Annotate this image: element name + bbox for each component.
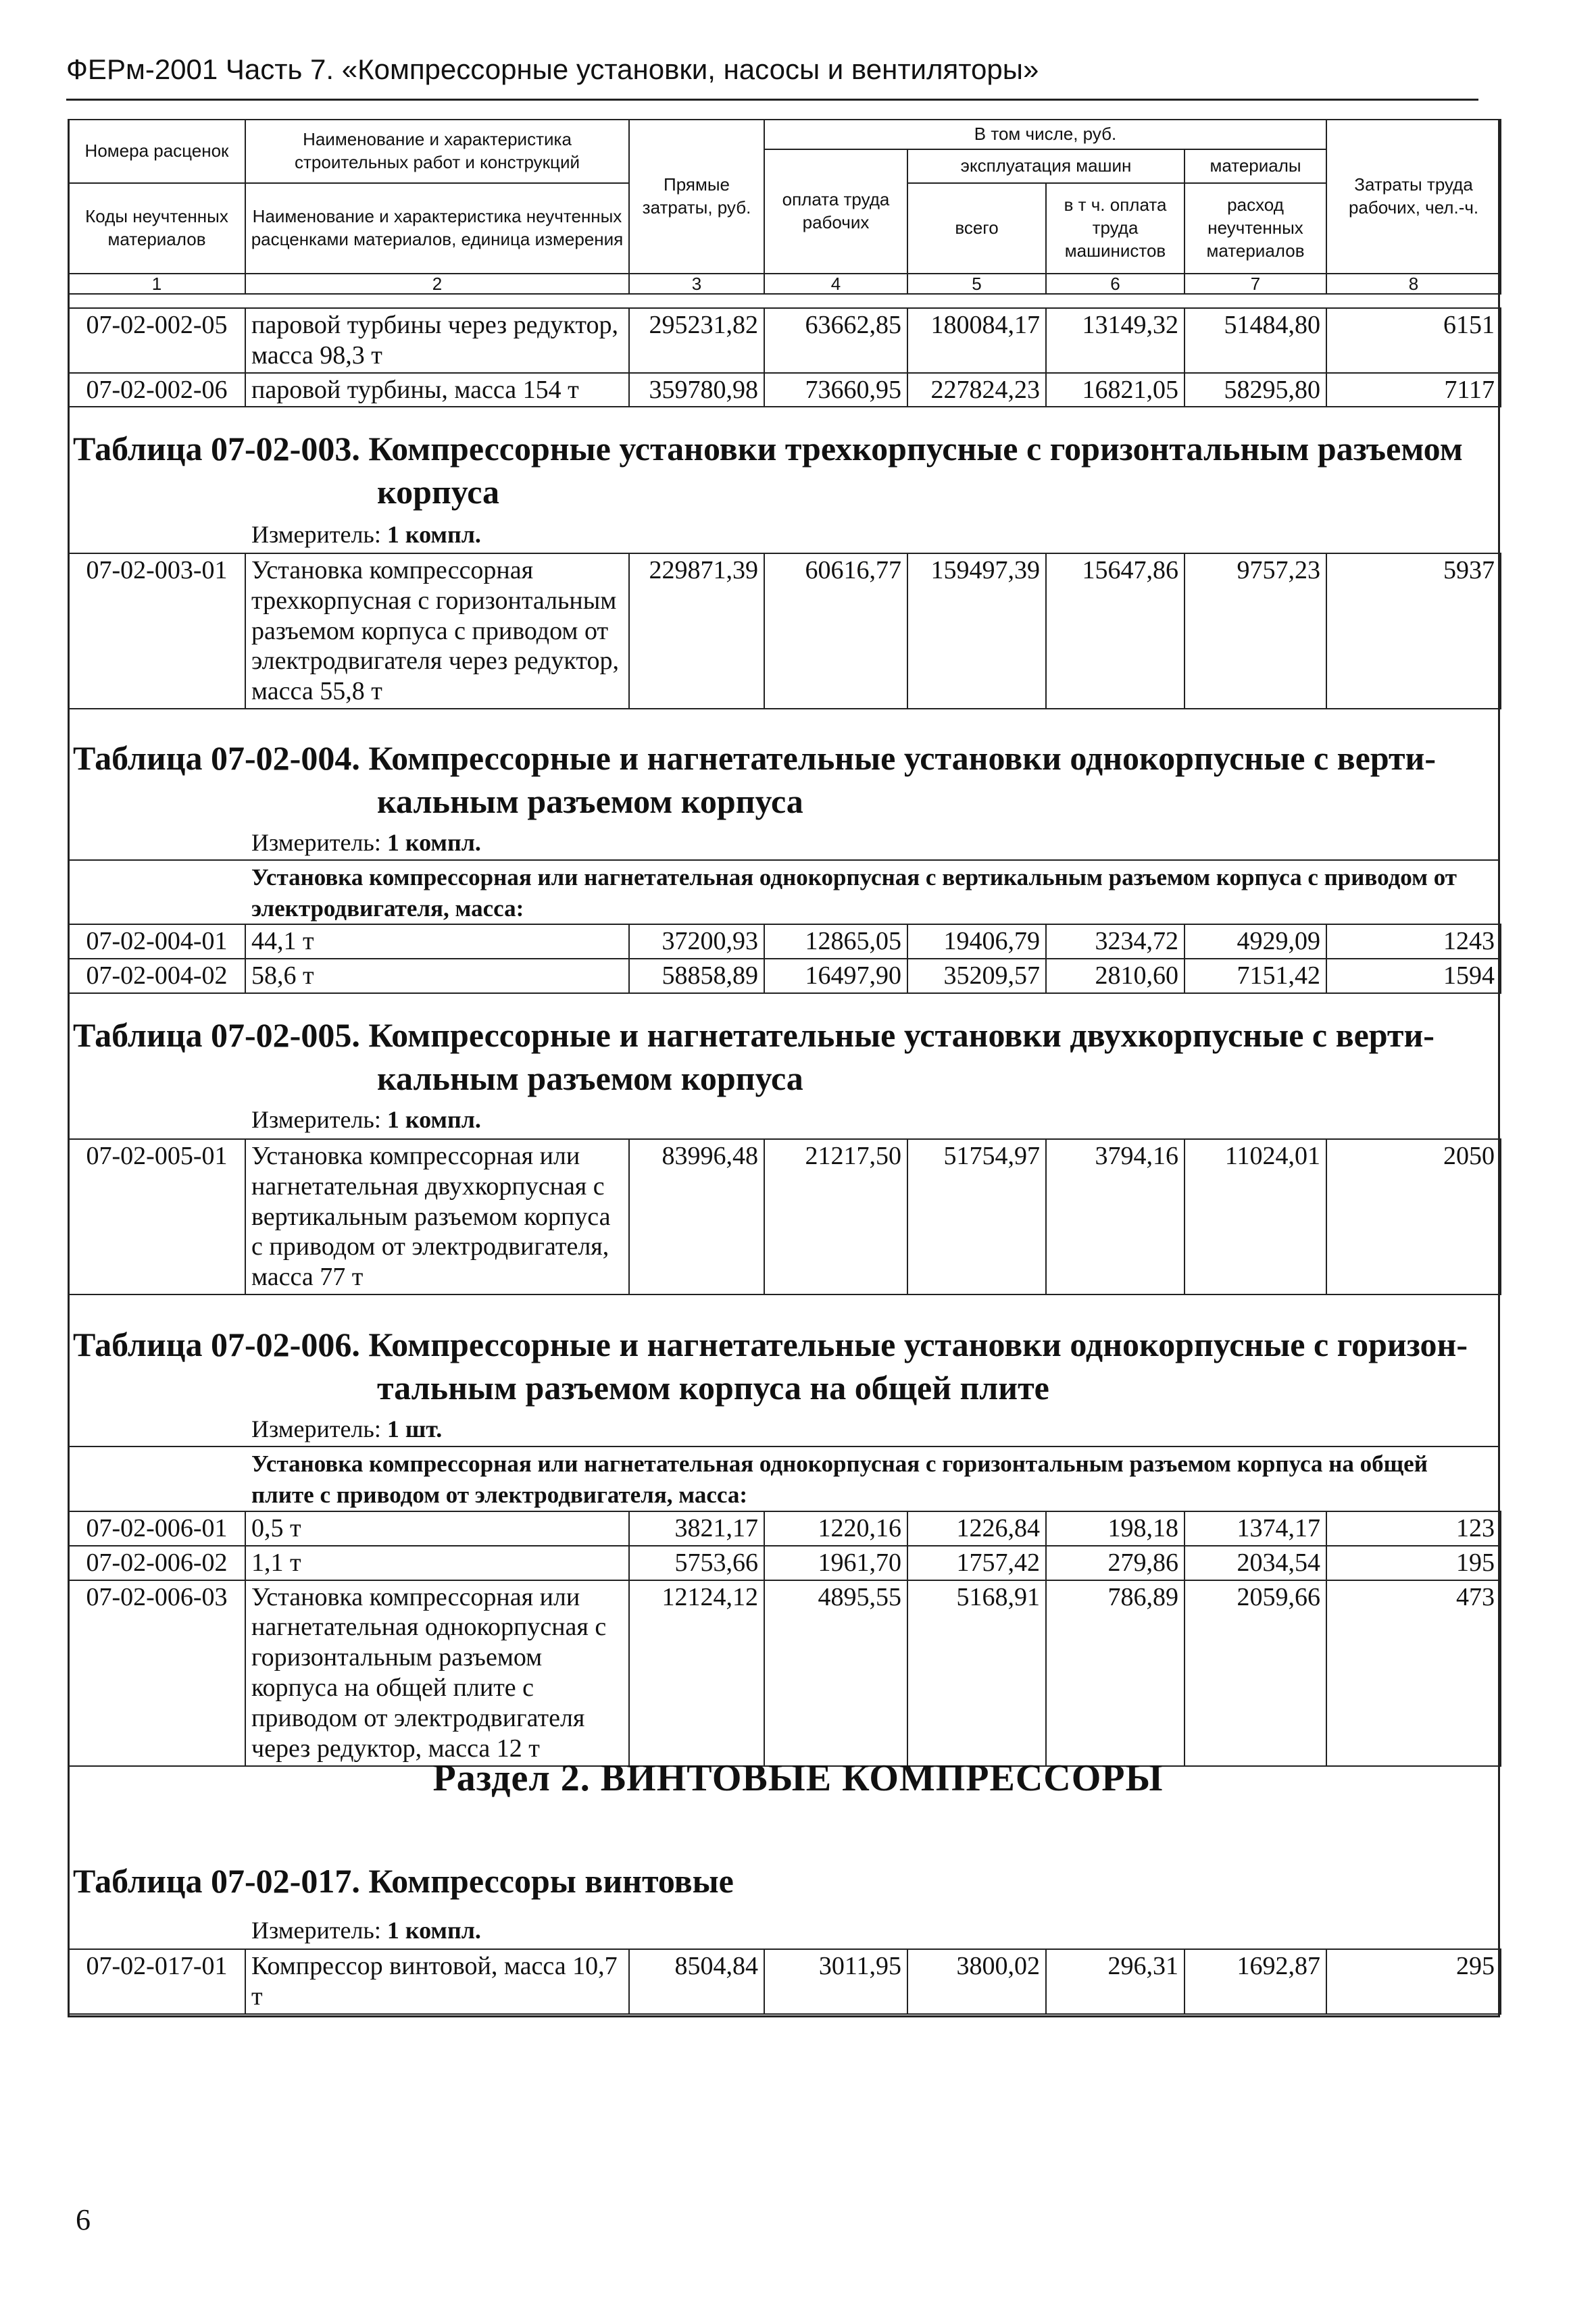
- labor-hours: 2050: [1326, 1139, 1501, 1294]
- materials-cost: 4929,09: [1184, 924, 1326, 959]
- col-number-7: 7: [1184, 274, 1326, 295]
- labor-pay: 4895,55: [764, 1580, 907, 1766]
- machinists-pay: 16821,05: [1046, 373, 1184, 407]
- header-col8: Затраты труда рабочих, чел.-ч.: [1326, 120, 1501, 274]
- table-004-rows: [68, 924, 1501, 994]
- table-005-measure: Измеритель: 1 компл.: [251, 1106, 481, 1133]
- work-name: Установка компрессорная трехкорпусная с горизонтальным разъемом корпуса с приводом от электродвигателя через редуктор, масса 55,8 т: [245, 553, 629, 709]
- materials-cost: 11024,01: [1184, 1139, 1326, 1294]
- rate-code: 07-02-006-02: [68, 1546, 245, 1580]
- table-005-title: Таблица 07-02-005. Компрессорные и нагнетательные установки двухкорпусные с верти- кальным разъемом корпуса: [73, 1016, 1435, 1097]
- labor-pay: 63662,85: [764, 308, 907, 373]
- machinists-pay: 279,86: [1046, 1546, 1184, 1580]
- labor-pay: 1961,70: [764, 1546, 907, 1580]
- header-col3: Прямые затраты, руб.: [629, 120, 764, 274]
- labor-pay: 3011,95: [764, 1949, 907, 2014]
- materials-cost: 7151,42: [1184, 959, 1326, 993]
- materials-cost: 1374,17: [1184, 1511, 1326, 1546]
- materials-cost: 1692,87: [1184, 1949, 1326, 2014]
- machinists-pay: 15647,86: [1046, 553, 1184, 709]
- table-017-measure: Измеритель: 1 компл.: [251, 1917, 481, 1944]
- col-number-4: 4: [764, 274, 907, 295]
- col-number-8: 8: [1326, 274, 1501, 295]
- table-row: [68, 1139, 1501, 1294]
- direct-cost: 229871,39: [629, 553, 764, 709]
- table-006-title: Таблица 07-02-006. Компрессорные и нагнетательные установки однокорпусные с горизон- тальным разъемом корпуса на общей плите: [73, 1326, 1468, 1407]
- machinists-pay: 198,18: [1046, 1511, 1184, 1546]
- rate-code: 07-02-006-01: [68, 1511, 245, 1546]
- direct-cost: 12124,12: [629, 1580, 764, 1766]
- table-017-title: Таблица 07-02-017. Компрессоры винтовые: [73, 1862, 734, 1900]
- table-row: [68, 1949, 1501, 2014]
- machines-total: 159497,39: [907, 553, 1046, 709]
- header-group-machines: эксплуатация машин: [907, 149, 1184, 183]
- labor-hours: 473: [1326, 1580, 1501, 1766]
- direct-cost: 295231,82: [629, 308, 764, 373]
- machinists-pay: 2810,60: [1046, 959, 1184, 993]
- table-003-measure: Измеритель: 1 компл.: [251, 521, 481, 548]
- table-row: [68, 553, 1501, 709]
- direct-cost: 5753,66: [629, 1546, 764, 1580]
- machines-total: 1757,42: [907, 1546, 1046, 1580]
- machines-total: 5168,91: [907, 1580, 1046, 1766]
- col-number-2: 2: [245, 274, 629, 295]
- header-col4: оплата труда рабочих: [764, 149, 907, 274]
- header-group-incl: В том числе, руб.: [764, 120, 1326, 149]
- work-name: Установка компрессорная или нагнетательная однокорпусная с горизонтальным разъемом корпуса на общей плите с приводом от электродвигателя через редуктор, масса 12 т: [245, 1580, 629, 1766]
- materials-cost: 58295,80: [1184, 373, 1326, 407]
- section-2-heading: Раздел 2. ВИНТОВЫЕ КОМПРЕССОРЫ: [432, 1757, 1164, 1799]
- labor-hours: 5937: [1326, 553, 1501, 709]
- table-017-rows: [68, 1948, 1501, 2015]
- machinists-pay: 3794,16: [1046, 1139, 1184, 1294]
- labor-pay: 73660,95: [764, 373, 907, 407]
- header-col7: расход неучтенных материалов: [1184, 183, 1326, 274]
- col-number-1: 1: [68, 274, 245, 295]
- machines-total: 227824,23: [907, 373, 1046, 407]
- direct-cost: 8504,84: [629, 1949, 764, 2014]
- labor-pay: 1220,16: [764, 1511, 907, 1546]
- work-name: Установка компрессорная или нагнетательная двухкорпусная с вертикальным разъемом корпуса с приводом от электродвигателя, масса 77 т: [245, 1139, 629, 1294]
- materials-cost: 2034,54: [1184, 1546, 1326, 1580]
- labor-hours: 1243: [1326, 924, 1501, 959]
- machines-total: 1226,84: [907, 1511, 1046, 1546]
- table-row: [68, 959, 1501, 993]
- machines-total: 19406,79: [907, 924, 1046, 959]
- labor-hours: 295: [1326, 1949, 1501, 2014]
- machinists-pay: 13149,32: [1046, 308, 1184, 373]
- table-006-measure: Измеритель: 1 шт.: [251, 1415, 443, 1442]
- machines-total: 180084,17: [907, 308, 1046, 373]
- labor-pay: 16497,90: [764, 959, 907, 993]
- work-name: 58,6 т: [245, 959, 629, 993]
- machines-total: 51754,97: [907, 1139, 1046, 1294]
- table-006-group-heading: Установка компрессорная или нагнетательная однокорпусная с горизонтальным разъемом корпуса на общей плите с приводом от электродвигателя, масса:: [251, 1451, 1428, 1508]
- rate-code: 07-02-005-01: [68, 1139, 245, 1294]
- rule-line: [68, 1446, 1500, 1447]
- work-name: паровой турбины через редуктор, масса 98,3 т: [245, 308, 629, 373]
- rule-line: [68, 859, 1500, 861]
- table-row: [68, 1546, 1501, 1580]
- header-col1-top: Номера расценок: [68, 120, 245, 183]
- rate-code: 07-02-017-01: [68, 1949, 245, 2014]
- rate-code: 07-02-004-01: [68, 924, 245, 959]
- labor-pay: 21217,50: [764, 1139, 907, 1294]
- materials-cost: 2059,66: [1184, 1580, 1326, 1766]
- page-number: 6: [76, 2203, 91, 2236]
- col-number-5: 5: [907, 274, 1046, 295]
- machinists-pay: 3234,72: [1046, 924, 1184, 959]
- col-number-6: 6: [1046, 274, 1184, 295]
- direct-cost: 3821,17: [629, 1511, 764, 1546]
- work-name: Компрессор винтовой, масса 10,7 т: [245, 1949, 629, 2014]
- rate-code: 07-02-004-02: [68, 959, 245, 993]
- header-col5: всего: [907, 183, 1046, 274]
- header-col1-bottom: Коды неучтенных материалов: [68, 183, 245, 274]
- materials-cost: 51484,80: [1184, 308, 1326, 373]
- labor-hours: 123: [1326, 1511, 1501, 1546]
- table-006-rows: [68, 1511, 1501, 1767]
- machines-total: 35209,57: [907, 959, 1046, 993]
- labor-hours: 195: [1326, 1546, 1501, 1580]
- table-row: [68, 924, 1501, 959]
- header-col2-bottom: Наименование и характеристика неучтенных расценками материалов, единица измерения: [245, 183, 629, 274]
- rate-code: 07-02-006-03: [68, 1580, 245, 1766]
- column-header-table: [68, 119, 1501, 295]
- labor-pay: 12865,05: [764, 924, 907, 959]
- table-002-rows: [68, 307, 1501, 407]
- header-group-materials: материалы: [1184, 149, 1326, 183]
- materials-cost: 9757,23: [1184, 553, 1326, 709]
- work-name: 0,5 т: [245, 1511, 629, 1546]
- machines-total: 3800,02: [907, 1949, 1046, 2014]
- direct-cost: 359780,98: [629, 373, 764, 407]
- labor-hours: 1594: [1326, 959, 1501, 993]
- header-col2-top: Наименование и характеристика строительных работ и конструкций: [245, 120, 629, 183]
- labor-hours: 7117: [1326, 373, 1501, 407]
- table-row: [68, 308, 1501, 373]
- table-003-rows: [68, 553, 1501, 709]
- direct-cost: 83996,48: [629, 1139, 764, 1294]
- table-004-title: Таблица 07-02-004. Компрессорные и нагнетательные установки однокорпусные с верти- кальным разъемом корпуса: [73, 739, 1437, 820]
- direct-cost: 58858,89: [629, 959, 764, 993]
- table-003-title: Таблица 07-02-003. Компрессорные установки трехкорпусные с горизонтальным разъемом корпуса: [73, 430, 1463, 511]
- work-name: 1,1 т: [245, 1546, 629, 1580]
- labor-hours: 6151: [1326, 308, 1501, 373]
- table-005-rows: [68, 1138, 1501, 1295]
- header-col6: в т ч. оплата труда машинистов: [1046, 183, 1184, 274]
- rate-code: 07-02-002-05: [68, 308, 245, 373]
- machinists-pay: 786,89: [1046, 1580, 1184, 1766]
- table-004-measure: Измеритель: 1 компл.: [251, 829, 481, 856]
- labor-pay: 60616,77: [764, 553, 907, 709]
- table-row: [68, 373, 1501, 407]
- table-row: [68, 1511, 1501, 1546]
- table-row: [68, 1580, 1501, 1766]
- machinists-pay: 296,31: [1046, 1949, 1184, 2014]
- work-name: паровой турбины, масса 154 т: [245, 373, 629, 407]
- rate-code: 07-02-002-06: [68, 373, 245, 407]
- col-number-3: 3: [629, 274, 764, 295]
- rate-code: 07-02-003-01: [68, 553, 245, 709]
- direct-cost: 37200,93: [629, 924, 764, 959]
- table-004-group-heading: Установка компрессорная или нагнетательная однокорпусная с вертикальным разъемом корпуса с приводом от электродвигателя, масса:: [251, 864, 1457, 922]
- running-header: ФЕРм-2001 Часть 7. «Компрессорные установки, насосы и вентиляторы»: [66, 53, 1478, 101]
- work-name: 44,1 т: [245, 924, 629, 959]
